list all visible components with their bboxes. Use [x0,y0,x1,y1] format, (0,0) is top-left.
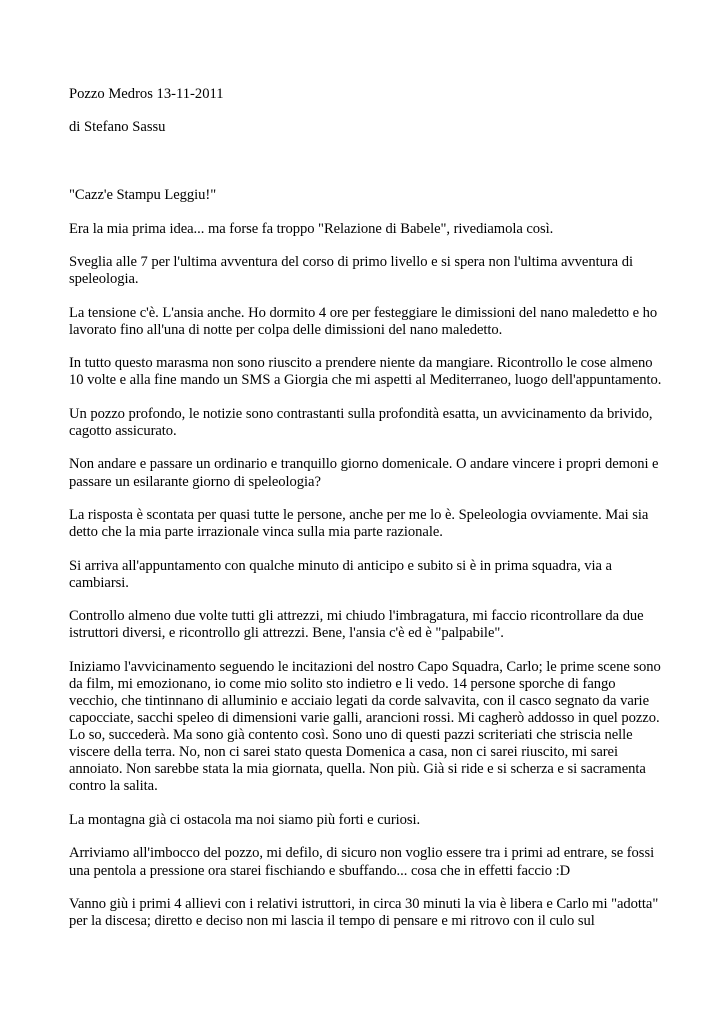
paragraph: Si arriva all'appuntamento con qualche minuto di anticipo e subito si è in prima squadra, via a cambiarsi. [69,557,612,591]
paragraph: Arriviamo all'imbocco del pozzo, mi defilo, di sicuro non voglio essere tra i primi ad entrare, se fossi una pentola a pressione ora starei fischiando e sbuffando... cosa che in effetti faccio :D [69,845,655,879]
paragraph: Iniziamo l'avvicinamento seguendo le incitazioni del nostro Capo Squadra, Carlo; le prime scene sono da film, mi emozionano, io come mio solito sto indietro e li vedo. 14 persone sporche di fango vecchio, che tintinnano di alluminio e acciaio legati da corde salvavita, con il casco segnato da varie capocciate, sacchi speleo di dimensioni varie galli, arancioni rossi. Mi cagherò addosso in quel pozzo. Lo so, succederà. Ma sono già contento così. Sono uno di questi pazzi scriteriati che striscia nelle viscere della terra. No, non ci sarei stato questa Domenica a casa, non ci sarei riuscito, mi sarei annoiato. Non sarebbe stata la mia giornata, quella. Non più. Già si ride e si scherza e si sacramenta contro la salita. [69,658,661,795]
document-header: Pozzo Medros 13-11-2011 [69,86,224,102]
paragraph: Vanno giù i primi 4 allievi con i relativi istruttori, in circa 30 minuti la via è libera e Carlo mi "adotta" per la discesa; diretto e deciso non mi lascia il tempo di pensare e mi ritrovo con il culo sul [69,895,659,930]
paragraph: La risposta è scontata per quasi tutte le persone, anche per me lo è. Speleologia ovviamente. Mai sia detto che la mia parte irrazionale vinca sulla mia parte razionale. [69,507,649,541]
paragraph: La tensione c'è. L'ansia anche. Ho dormito 4 ore per festeggiare le dimissioni del nano maledetto e ho lavorato fino all'una di notte per colpa delle dimissioni del nano maledetto. [69,304,658,338]
paragraph-title-quote: "Cazz'e Stampu Leggiu!" [69,187,217,204]
paragraph: Un pozzo profondo, le notizie sono contrastanti sulla profondità esatta, un avvicinamento da brivido, cagotto assicurato. [69,405,653,439]
paragraph: Controllo almeno due volte tutti gli attrezzi, mi chiudo l'imbragatura, mi faccio ricontrollare da due istruttori diversi, e ricontrollo gli attrezzi. Bene, l'ansia c'è ed è "palpabile". [69,608,644,642]
paragraph: La montagna già ci ostacola ma noi siamo più forti e curiosi. [69,811,421,828]
paragraph: Non andare e passare un ordinario e tranquillo giorno domenicale. O andare vincere i propri demoni e passare un esilarante giorno di speleologia? [69,456,659,490]
paragraph: Era la mia prima idea... ma forse fa troppo "Relazione di Babele", rivediamola così. [69,220,554,237]
document-author: di Stefano Sassu [69,119,166,136]
paragraph: Sveglia alle 7 per l'ultima avventura del corso di primo livello e si spera non l'ultima avventura di speleologia. [69,254,633,288]
paragraph: In tutto questo marasma non sono riuscito a prendere niente da mangiare. Ricontrollo le cose almeno 10 volte e alla fine mando un SMS a Giorgia che mi aspetti al Mediterraneo, luogo dell'appuntamento. [69,355,662,389]
